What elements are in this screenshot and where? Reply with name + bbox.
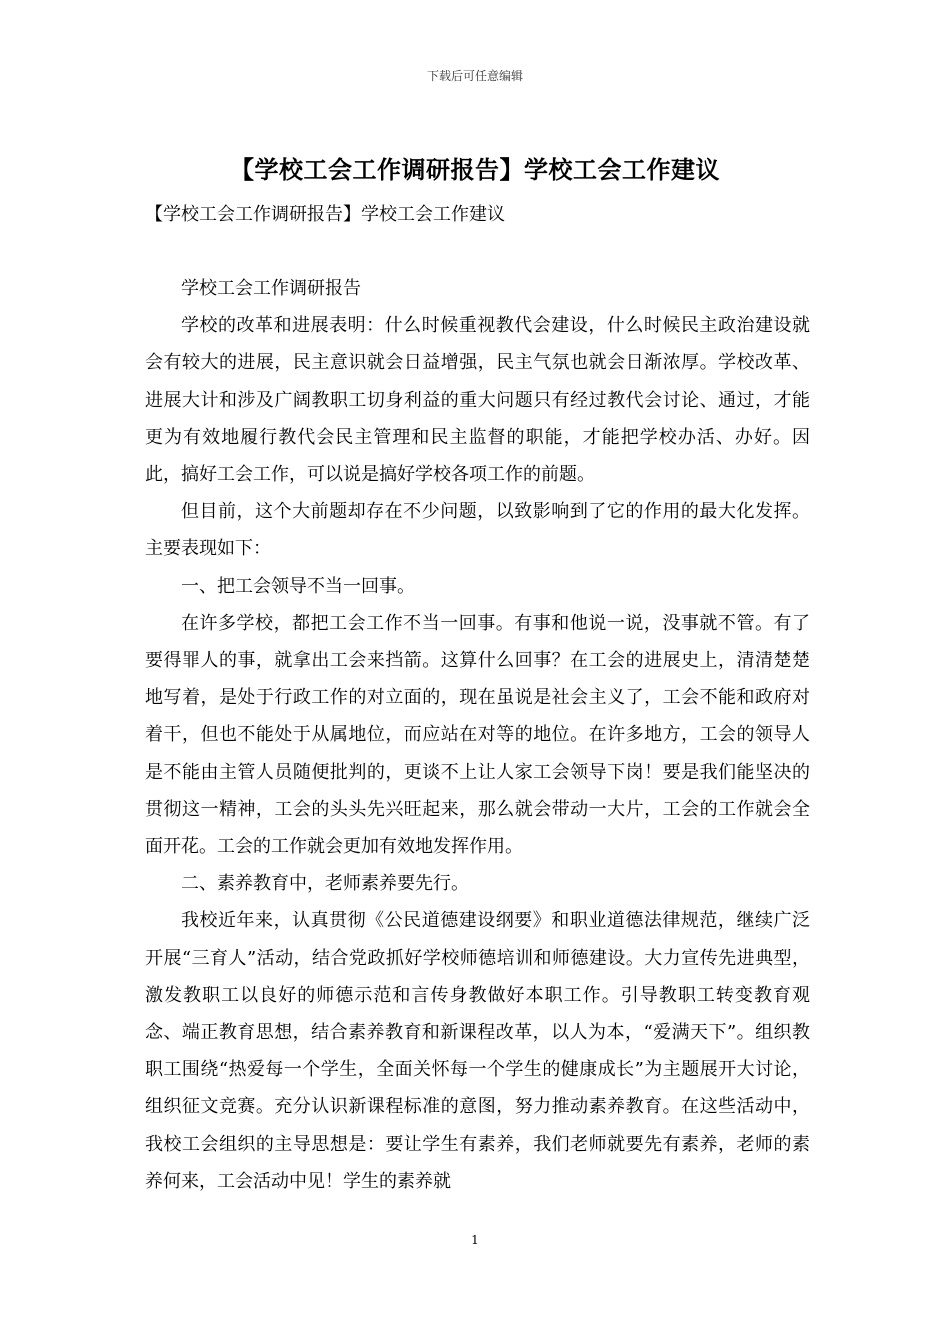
paragraph-section-1: 在许多学校，都把工会工作不当一回事。有事和他说一说，没事就不管。有了要得罪人的事，就拿出工会来挡箭。这算什么回事？在工会的进展史上，清清楚楚地写着，是处于行政工作的对立面的，现在虽说是社会主义了，工会不能和政府对着干，但也不能处于从属地位，而应站在对等的地位。在许多地方，工会的领导人是不能由主管人员随便批判的，更谈不上让人家工会领导下岗！要是我们能坚决的贯彻这一精神，工会的头头先兴旺起来，那么就会带动一大片，工会的工作就会全面开花。工会的工作就会更加有效地发挥作用。 xyxy=(145,612,810,858)
section-heading-2: 二、素养教育中，老师素养要先行。 xyxy=(181,873,469,895)
document-body xyxy=(145,270,810,1200)
paragraph-problems: 但目前，这个大前题却存在不少问题，以致影响到了它的作用的最大化发挥。主要表现如下： xyxy=(145,501,810,560)
section-heading-1: 一、把工会领导不当一回事。 xyxy=(181,575,415,597)
paragraph-report-heading: 学校工会工作调研报告 xyxy=(181,278,361,299)
paragraph-intro: 学校的改革和进展表明：什么时候重视教代会建设，什么时候民主政治建设就会有较大的进展，民主意识就会日益增强，民主气氛也就会日渐浓厚。学校改革、进展大计和涉及广阔教职工切身利益的重大问题只有经过教代会讨论、通过，才能更为有效地履行教代会民主管理和民主监督的职能，才能把学校办活、办好。因此，搞好工会工作，可以说是搞好学校各项工作的前题。 xyxy=(145,315,810,486)
page-header-note: 下载后可任意编辑 xyxy=(426,69,523,83)
page-number: 1 xyxy=(471,1233,479,1247)
document-subtitle: 【学校工会工作调研报告】学校工会工作建议 xyxy=(145,204,505,225)
paragraph-section-2: 我校近年来，认真贯彻《公民道德建设纲要》和职业道德法律规范，继续广泛开展“三育人”活动，结合党政抓好学校师德培训和师德建设。大力宣传先进典型，激发教职工以良好的师德示范和言传身教做好本职工作。引导教职工转变教育观念、端正教育思想，结合素养教育和新课程改革，以人为本，“爱满天下”。组织教职工围绕“热爱每一个学生，全面关怀每一个学生的健康成长”为主题展开大讨论，组织征文竞赛。充分认识新课程标准的意图，努力推动素养教育。在这些活动中，我校工会组织的主导思想是：要让学生有素养，我们老师就要先有素养，老师的素养何来，工会活动中见！学生的素养就 xyxy=(145,910,810,1192)
document-title: 【学校工会工作调研报告】学校工会工作建议 xyxy=(230,155,720,184)
